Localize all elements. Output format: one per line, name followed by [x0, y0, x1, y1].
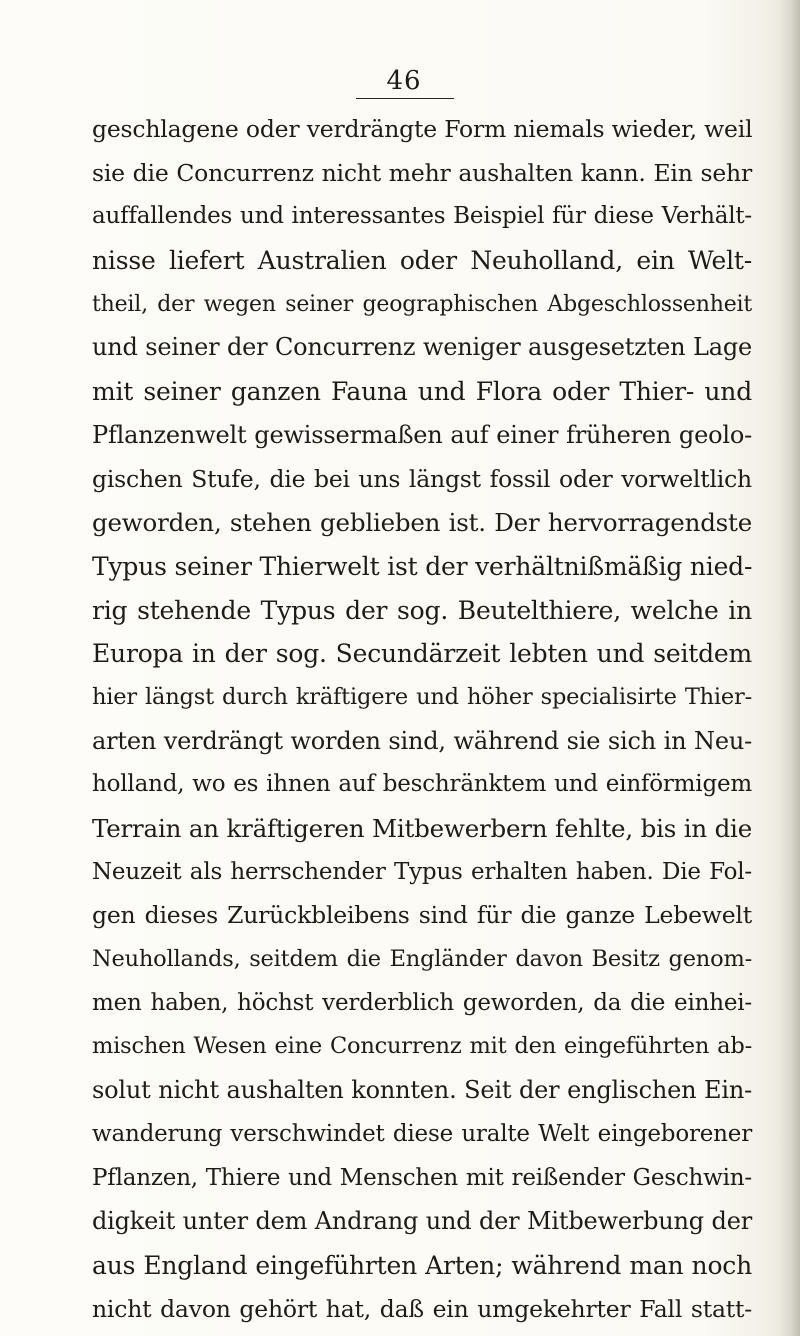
- text-line: men haben, höchst verderblich geworden, da die einhei-: [92, 989, 752, 1016]
- text-line: hier längst durch kräftigere und höher specialisirte Thier-: [92, 683, 752, 710]
- text-line: mit seiner ganzen Fauna und Flora oder Thier- und: [92, 377, 752, 407]
- text-line: Terrain an kräftigeren Mitbewerbern fehlte, bis in die: [92, 814, 752, 843]
- text-line: sie die Concurrenz nicht mehr aushalten kann. Ein sehr: [92, 158, 752, 187]
- text-line: Europa in der sog. Secundärzeit lebten und seitdem: [92, 639, 752, 669]
- text-line: gischen Stufe, die bei uns längst fossil oder vorweltlich: [92, 464, 752, 493]
- text-line: Neuhollands, seitdem die Engländer davon Besitz genom-: [92, 946, 752, 973]
- page-number-rule: [356, 98, 454, 99]
- text-line: Neuzeit als herrschender Typus erhalten haben. Die Fol-: [92, 858, 752, 885]
- text-line: geschlagene oder verdrängte Form niemals wieder, weil: [92, 115, 753, 143]
- text-line: theil, der wegen seiner geographischen Abgeschlossenheit: [92, 291, 752, 317]
- text-line: arten verdrängt worden sind, während sie sich in Neu-: [92, 726, 752, 755]
- text-line: wanderung verschwindet diese uralte Welt eingeborener: [92, 1120, 752, 1147]
- text-line: holland, wo es ihnen auf beschränktem und einförmigem: [92, 771, 752, 798]
- text-line: gen dieses Zurückbleibens sind für die ganze Lebewelt: [92, 901, 752, 930]
- page-edge-shadow: [778, 0, 800, 1336]
- text-line: Pflanzen, Thiere und Menschen mit reißender Geschwin-: [92, 1164, 752, 1191]
- text-line: rig stehende Typus der sog. Beutelthiere, welche in: [92, 595, 752, 625]
- text-line: digkeit unter dem Andrang und der Mitbewerbung der: [92, 1207, 752, 1236]
- text-line: nicht davon gehört hat, daß ein umgekehrter Fall statt-: [92, 1294, 752, 1323]
- text-line: Typus seiner Thierwelt ist der verhältnißmäßig nied-: [92, 551, 753, 581]
- text-line: Pflanzenwelt gewissermaßen auf einer früheren geolo-: [92, 420, 752, 449]
- text-line: auffallendes und interessantes Beispiel für diese Verhält-: [92, 203, 752, 230]
- text-line: mischen Wesen eine Concurrenz mit den eingeführten ab-: [92, 1033, 752, 1060]
- page-number: 46: [386, 66, 422, 96]
- text-line: nisse liefert Australien oder Neuholland, ein Welt-: [92, 246, 752, 276]
- text-line: solut nicht aushalten konnten. Seit der englischen Ein-: [92, 1076, 752, 1105]
- body-text: [92, 108, 752, 1331]
- text-line: und seiner der Concurrenz weniger ausgesetzten Lage: [92, 333, 752, 362]
- text-line: aus England eingeführten Arten; während man noch: [92, 1250, 752, 1280]
- text-line: geworden, stehen geblieben ist. Der hervorragendste: [92, 508, 752, 538]
